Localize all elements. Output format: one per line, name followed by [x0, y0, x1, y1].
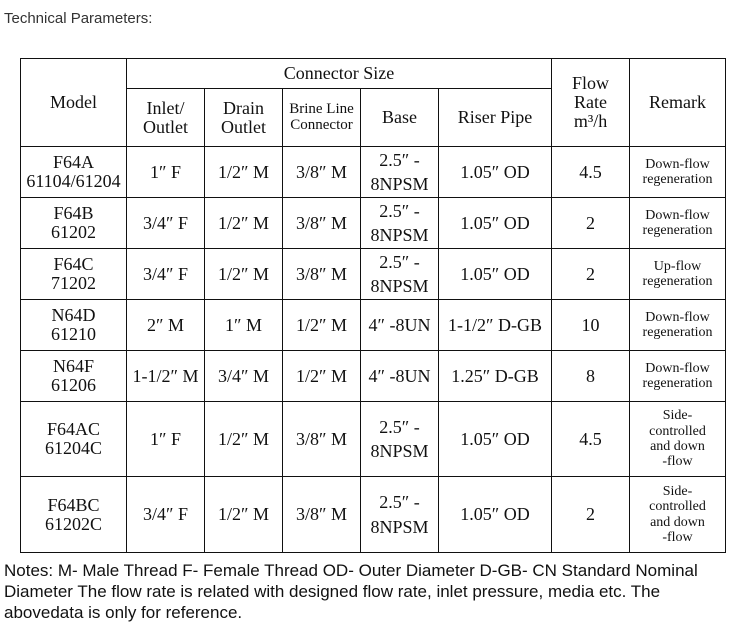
base-cell — [361, 402, 439, 477]
inlet-cell: 3/4″ F — [127, 198, 205, 249]
base-line-2: 8NPSM — [370, 441, 429, 461]
base-cell — [361, 477, 439, 553]
inlet-cell: 2″ M — [127, 300, 205, 351]
remark-line-2: regeneration — [642, 172, 713, 187]
riser-cell: 1-1/2″ D-GB — [439, 300, 552, 351]
header-flow-line-3: m³/h — [573, 110, 608, 131]
remark-line-1: Up-flow — [653, 258, 702, 274]
brine-cell: 3/8″ M — [283, 249, 361, 300]
header-remark: Remark — [630, 59, 726, 147]
model-code: 61202 — [51, 222, 96, 242]
inlet-cell: 3/4″ F — [127, 477, 205, 553]
base-cell: 4″ -8UN — [361, 300, 439, 351]
table-row — [21, 477, 726, 553]
header-drain-line-1: Drain — [223, 97, 264, 118]
remark-cell — [630, 351, 726, 402]
model-cell — [21, 402, 127, 477]
remark-line-1: Down-flow — [645, 309, 710, 325]
notes-text: Notes: M- Male Thread F- Female Thread OD- Outer Diameter D-GB- CN Standard Nominal Diameter The flow rate is related with designed flow rate, inlet pressure, media etc. The abovedata is only for reference. — [4, 561, 698, 622]
model-name: F64BC — [47, 494, 100, 515]
model-name: F64B — [53, 203, 94, 224]
base-line-1: 2.5″ - — [379, 200, 420, 221]
header-riser-pipe: Riser Pipe — [439, 89, 552, 147]
header-model: Model — [21, 59, 127, 147]
header-flow-line-2: Rate — [574, 92, 608, 113]
remark-line-1: Down-flow — [645, 156, 710, 172]
remark-line-4: -flow — [662, 454, 693, 470]
header-flow-line-1: Flow — [572, 73, 610, 94]
table-row — [21, 402, 726, 477]
flow-cell: 8 — [552, 351, 630, 402]
drain-cell: 1/2″ M — [205, 477, 283, 553]
remark-cell — [630, 477, 726, 553]
header-drain-line-2: Outlet — [221, 116, 266, 137]
base-line-1: 2.5″ - — [379, 416, 420, 437]
base-line-2: 8NPSM — [370, 276, 429, 296]
brine-cell: 1/2″ M — [283, 300, 361, 351]
inlet-cell: 1″ F — [127, 147, 205, 198]
model-cell — [21, 300, 127, 351]
remark-line-4: -flow — [662, 529, 693, 545]
flow-cell: 4.5 — [552, 402, 630, 477]
remark-line-2: regeneration — [642, 223, 713, 238]
base-line-1: 2.5″ - — [379, 149, 420, 170]
model-name: N64D — [51, 305, 96, 326]
remark-cell — [630, 198, 726, 249]
base-cell — [361, 198, 439, 249]
brine-cell: 3/8″ M — [283, 402, 361, 477]
remark-cell — [630, 402, 726, 477]
header-drain-outlet — [205, 89, 283, 147]
model-cell — [21, 477, 127, 553]
technical-parameters-table-wrapper — [20, 58, 725, 553]
flow-cell: 4.5 — [552, 147, 630, 198]
base-line-1: 2.5″ - — [379, 492, 420, 513]
drain-cell: 1/2″ M — [205, 249, 283, 300]
drain-cell: 1/2″ M — [205, 402, 283, 477]
model-code: 61104/61204 — [26, 171, 121, 191]
brine-cell: 3/8″ M — [283, 147, 361, 198]
flow-cell: 10 — [552, 300, 630, 351]
brine-cell: 1/2″ M — [283, 351, 361, 402]
base-cell — [361, 147, 439, 198]
drain-cell: 1/2″ M — [205, 147, 283, 198]
remark-line-3: and down — [650, 439, 705, 454]
riser-cell: 1.05″ OD — [439, 198, 552, 249]
drain-cell: 3/4″ M — [205, 351, 283, 402]
remark-line-2: regeneration — [642, 274, 713, 289]
flow-cell: 2 — [552, 198, 630, 249]
remark-line-1: Side- — [662, 483, 693, 499]
model-code: 61206 — [51, 375, 96, 395]
header-brine-line — [283, 89, 361, 147]
drain-cell: 1″ M — [205, 300, 283, 351]
riser-cell: 1.05″ OD — [439, 249, 552, 300]
base-cell: 4″ -8UN — [361, 351, 439, 402]
table-row — [21, 198, 726, 249]
remark-cell — [630, 249, 726, 300]
remark-cell — [630, 300, 726, 351]
remark-line-1: Down-flow — [645, 207, 710, 223]
header-inlet-line-2: Outlet — [143, 116, 188, 137]
header-flow-rate — [552, 59, 630, 147]
drain-cell: 1/2″ M — [205, 198, 283, 249]
model-code: 71202 — [51, 273, 96, 293]
model-cell — [21, 351, 127, 402]
remark-line-2: regeneration — [642, 325, 713, 340]
remark-line-3: and down — [650, 514, 705, 530]
riser-cell: 1.25″ D-GB — [439, 351, 552, 402]
model-name: N64F — [52, 356, 94, 377]
model-name: F64AC — [46, 419, 100, 440]
remark-line-2: controlled — [649, 423, 706, 439]
table-row — [21, 249, 726, 300]
section-heading: Technical Parameters: — [4, 10, 153, 27]
model-name: F64A — [52, 152, 94, 173]
base-line-1: 2.5″ - — [379, 251, 420, 272]
remark-line-2: controlled — [649, 499, 706, 515]
model-code: 61204C — [44, 438, 102, 458]
header-inlet-outlet — [127, 89, 205, 147]
flow-cell: 2 — [552, 249, 630, 300]
inlet-cell: 1″ F — [127, 402, 205, 477]
model-code: 61210 — [51, 324, 96, 344]
remark-line-1: Side- — [662, 408, 693, 424]
header-base: Base — [361, 89, 439, 147]
base-line-2: 8NPSM — [370, 516, 429, 537]
brine-cell: 3/8″ M — [283, 198, 361, 249]
header-connector-size: Connector Size — [127, 59, 552, 89]
base-cell — [361, 249, 439, 300]
brine-cell: 3/8″ M — [283, 477, 361, 553]
base-line-2: 8NPSM — [370, 225, 429, 245]
table-row — [21, 147, 726, 198]
header-brine-line-2: Connector — [290, 116, 353, 133]
model-name: F64C — [53, 254, 94, 275]
header-brine-line-1: Brine Line — [289, 100, 354, 117]
table-row — [21, 351, 726, 402]
model-code: 61202C — [44, 513, 102, 534]
model-cell — [21, 147, 127, 198]
remark-cell — [630, 147, 726, 198]
base-line-2: 8NPSM — [370, 174, 429, 194]
inlet-cell: 1-1/2″ M — [127, 351, 205, 402]
table-row — [21, 300, 726, 351]
model-cell — [21, 198, 127, 249]
remark-line-1: Down-flow — [645, 360, 710, 376]
riser-cell: 1.05″ OD — [439, 402, 552, 477]
technical-parameters-table — [20, 58, 726, 553]
inlet-cell: 3/4″ F — [127, 249, 205, 300]
flow-cell: 2 — [552, 477, 630, 553]
remark-line-2: regeneration — [642, 376, 713, 391]
header-inlet-line-1: Inlet/ — [146, 97, 185, 118]
model-cell — [21, 249, 127, 300]
riser-cell: 1.05″ OD — [439, 147, 552, 198]
riser-cell: 1.05″ OD — [439, 477, 552, 553]
